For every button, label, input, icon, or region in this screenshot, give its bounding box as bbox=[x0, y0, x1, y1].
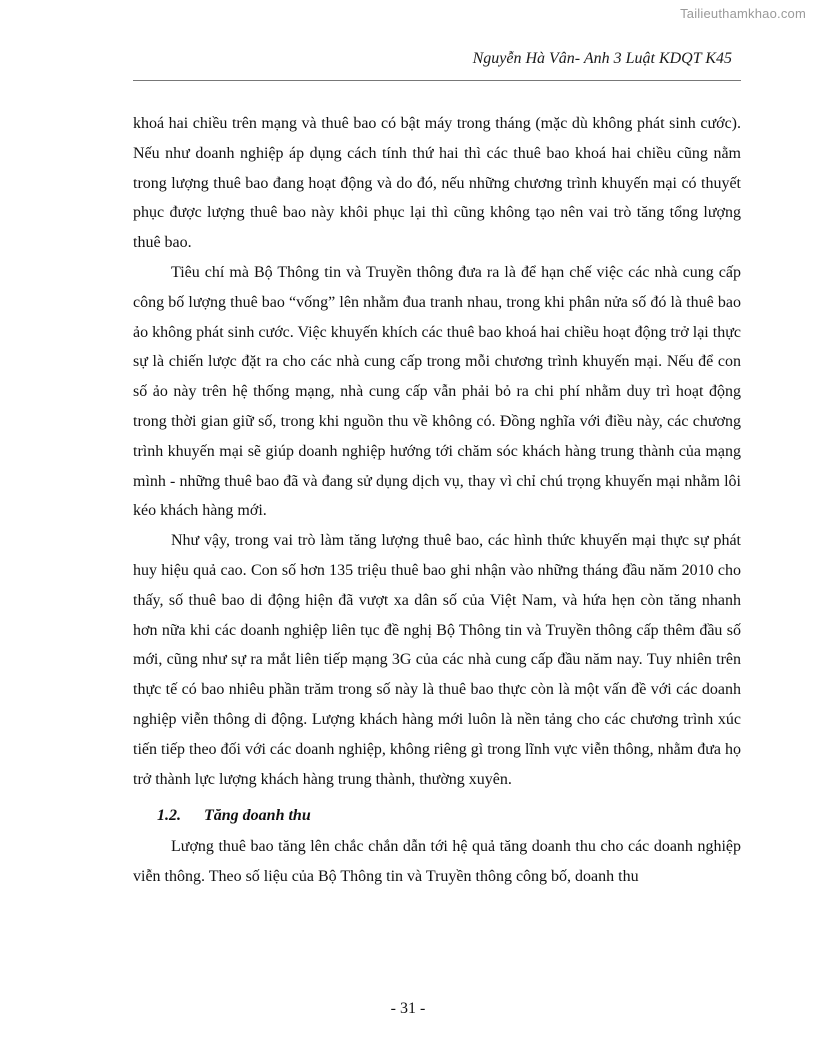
page-body bbox=[133, 109, 741, 892]
paragraph: Như vậy, trong vai trò làm tăng lượng thuê bao, các hình thức khuyến mại thực sự phát huy hiệu quả cao. Con số hơn 135 triệu thuê bao ghi nhận vào những tháng đầu năm 2010 cho thấy, số thuê bao di động hiện đã vượt xa dân số của Việt Nam, và hứa hẹn còn tăng nhanh hơn nữa khi các doanh nghiệp liên tục đề nghị Bộ Thông tin và Truyền thông cấp thêm đầu số mới, cũng như sự ra mắt liên tiếp mạng 3G của các nhà cung cấp đầu năm nay. Tuy nhiên trên thực tế có bao nhiêu phần trăm trong số này là thuê bao thực còn là một vấn đề với các doanh nghiệp viễn thông di động. Lượng khách hàng mới luôn là nền tảng cho các chương trình xúc tiến tiếp theo đối với các doanh nghiệp, không riêng gì trong lĩnh vực viễn thông, nhằm đưa họ trở thành lực lượng khách hàng trung thành, thường xuyên. bbox=[133, 532, 741, 788]
header-rule bbox=[133, 80, 741, 81]
section-heading bbox=[133, 801, 741, 831]
paragraph: Lượng thuê bao tăng lên chắc chắn dẫn tới hệ quả tăng doanh thu cho các doanh nghiệp viễn thông. Theo số liệu của Bộ Thông tin và Truyền thông công bố, doanh thu bbox=[133, 838, 741, 885]
section-number: 1.2. bbox=[157, 807, 181, 825]
page-number: - 31 - bbox=[390, 1000, 426, 1017]
paragraph: Tiêu chí mà Bộ Thông tin và Truyền thông đưa ra là để hạn chế việc các nhà cung cấp công bố lượng thuê bao “vống” lên nhằm đua tranh nhau, trong khi phân nửa số đó là thuê bao ảo không phát sinh cước. Việc khuyến khích các thuê bao khoá hai chiều hoạt động trở lại thực sự là chiến lược đặt ra cho các nhà cung cấp trong mỗi chương trình khuyến mại. Nếu để con số ảo này trên hệ thống mạng, nhà cung cấp vẫn phải bỏ ra chi phí nhằm duy trì hoạt động trong thời gian giữ số, trong khi nguồn thu về không có. Đồng nghĩa với điều này, các chương trình khuyến mại sẽ giúp doanh nghiệp hướng tới chăm sóc khách hàng trung thành của mạng mình - những thuê bao đã và đang sử dụng dịch vụ, thay vì chỉ chú trọng khuyến mại nhằm lôi kéo khách hàng mới. bbox=[133, 263, 741, 520]
paragraph: khoá hai chiều trên mạng và thuê bao có bật máy trong tháng (mặc dù không phát sinh cước). Nếu như doanh nghiệp áp dụng cách tính thứ hai thì các thuê bao khoá hai chiều cũng nằm trong lượng thuê bao đang hoạt động và do đó, nếu những chương trình khuyến mại có thuyết phục được lượng thuê bao này khôi phục lại thì cũng không tạo nên vai trò tăng tổng lượng thuê bao. bbox=[133, 115, 741, 252]
watermark: Tailieuthamkhao.com bbox=[680, 6, 806, 21]
section-title: Tăng doanh thu bbox=[204, 807, 311, 825]
running-header: Nguyễn Hà Vân- Anh 3 Luật KDQT K45 bbox=[472, 50, 732, 67]
